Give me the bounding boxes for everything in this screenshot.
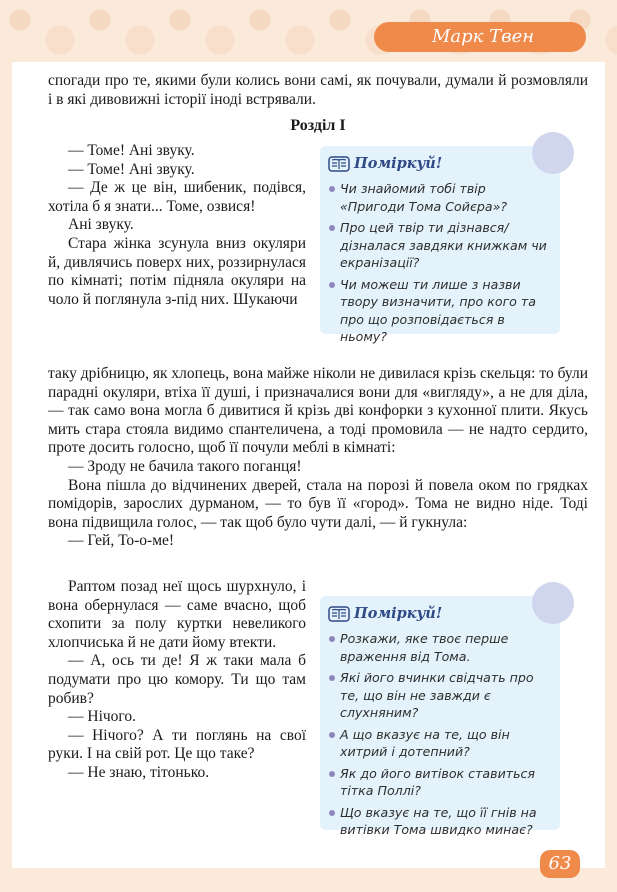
paragraph: — Де ж це він, шибеник, подівся, хотіла б я знати... Томе, озвися! [48, 179, 306, 215]
paragraph: — Томе! Ані звуку. [68, 160, 195, 178]
paragraph: — Томе! Ані звуку. [68, 142, 195, 159]
paragraph: — Гей, То-о-ме! [68, 532, 175, 550]
paragraph: Раптом позад неї щось шурхнуло, і вона обернулася — саме вчасно, щоб схопити за полу куртки невеликого хлопчиська й не дати йому втекти. [48, 578, 306, 651]
think-box-title-text: Поміркуй! [354, 155, 443, 172]
box-corner-decoration [532, 582, 574, 624]
question-item: Чи можеш ти лише з назви твору визначити, про кого та про що розповідається в ньому? [328, 276, 550, 346]
question-item: Про цей твір ти дізнався/ дізналася завдяки книжкам чи екранізації? [328, 219, 550, 272]
author-header-tab [374, 22, 586, 52]
think-box-1 [320, 146, 560, 344]
question-item: Які його вчинки свідчать про те, що він не завжди є слухняним? [328, 669, 550, 722]
open-book-icon [328, 156, 350, 172]
left-column-bottom [48, 578, 306, 783]
think-box-2 [320, 596, 560, 837]
full-width-text [48, 365, 588, 551]
decorative-right-border [605, 62, 617, 892]
paragraph: — Зроду не бачила такого поганця! [68, 457, 302, 475]
paragraph: таку дрібницю, як хлопець, вона майже ніколи не дивилася крізь скельця: то були парадні окуляри, втіха її душі, і призначалися вони для «вигляду», а не для діла, — так само вона могла б дивитися й крізь дві конфорки з кухонної плити. Якусь мить стара стояла видимо спантеличена, а тоді промовила — не надто сердито, проте досить голосно, щоб її почули меблі в кімнаті: [48, 365, 588, 457]
box-corner-decoration [532, 132, 574, 174]
paragraph: Стара жінка зсунула вниз окуляри й, дивлячись поверх них, роззирнулася по кімнаті; потім підняла окуляри на чоло й поглянула з-під них. Шукаючи [48, 234, 306, 308]
question-item: Що вказує на те, що її гнів на витівки Тома швидко минає? [328, 804, 550, 839]
paragraph: Ані звуку. [68, 216, 134, 234]
question-item: Чи знайомий тобі твір «Пригоди Тома Сойєра»? [328, 180, 550, 215]
paragraph: — Нічого? А ти поглянь на свої руки. І на свій рот. Це що таке? [48, 726, 306, 763]
left-column-top [48, 142, 306, 309]
paragraph: — Не знаю, тітонько. [68, 763, 210, 781]
think-box-title [328, 604, 550, 624]
think-box-title [328, 154, 550, 174]
question-item: Як до його витівок ставиться тітка Поллі? [328, 765, 550, 800]
decorative-left-border [0, 62, 12, 892]
paragraph: Вона пішла до відчинених дверей, стала на порозі й повела оком по грядках помідорів, зарослих дурманом, — то був її «город». Тома не видно ніде. Тоді вона підвищила голос, — так щоб було чути далі, — й гукнула: [48, 476, 588, 531]
question-item: А що вказує на те, що він хитрий і дотепний? [328, 726, 550, 761]
intro-paragraph [48, 72, 588, 109]
question-item: Розкажи, яке твоє перше враження від Тома. [328, 630, 550, 665]
paragraph: — Нічого. [68, 708, 137, 726]
paragraph: — А, ось ти де! Я ж таки мала б подумати про цю комору. Ти що там робив? [48, 652, 306, 707]
decorative-footer-pattern [0, 868, 617, 892]
open-book-icon [328, 606, 350, 622]
chapter-title: Розділ I [290, 117, 346, 134]
think-box-title-text: Поміркуй! [354, 605, 443, 622]
page-number: 63 [540, 850, 580, 878]
intro-text: спогади про те, якими були колись вони самі, як почували, думали й розмовляли і в які дивовижні історії іноді встрявали. [48, 72, 588, 108]
author-name: Марк Твен [432, 26, 535, 47]
